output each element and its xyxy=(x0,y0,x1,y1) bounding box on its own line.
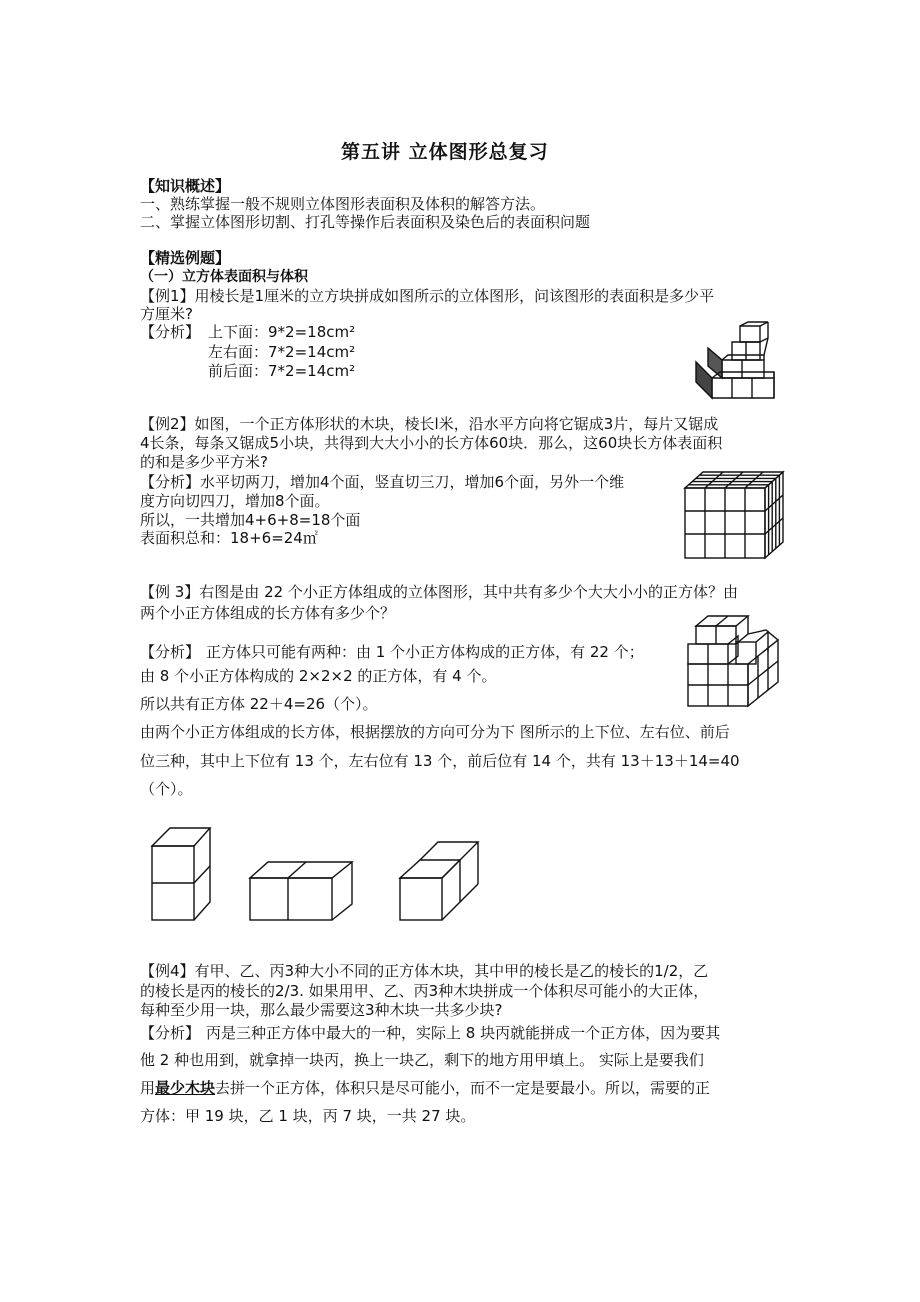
examples-heading: 【精选例题】 xyxy=(140,249,231,267)
ex2-analysis-line-2: 度方向切四刀，增加8个面。 xyxy=(140,492,330,510)
ex2-analysis-line-4: 表面积总和：18+6=24㎡ xyxy=(140,529,318,547)
ex3-analysis-line-5: 位三种，其中上下位有 13 个，左右位有 13 个，前后位有 14 个，共有 13＋13＋14=40 xyxy=(140,752,740,770)
ex3-analysis-label: 【分析】 xyxy=(140,643,201,661)
ex3-question-line-2: 两个小正方体组成的长方体有多少个？ xyxy=(140,604,396,622)
ex1-analysis-line-3: 前后面：7*2=14cm² xyxy=(208,362,356,380)
ex2-cut-cube-figure xyxy=(683,470,785,560)
ex3-cube-stack-figure xyxy=(686,612,780,708)
ex4-analysis-line-3-end: 去拼一个正方体，体积只是尽可能小，而不一定是要最小。所以，需要的正 xyxy=(215,1079,711,1097)
ex3-analysis-line-4: 由两个小正方体组成的长方体，根据摆放的方向可分为下 图所示的上下位、左右位、前后 xyxy=(140,723,730,741)
ex2-question-line-1: 【例2】如图，一个正方体形状的木块，棱长l米，沿水平方向将它锯成3片，每片又锯成 xyxy=(140,415,719,433)
domino-horizontal-figure xyxy=(248,860,354,922)
ex2-analysis-line-3: 所以，一共增加4+6+8=18个面 xyxy=(140,511,361,529)
ex3-analysis-line-6: （个）。 xyxy=(140,780,193,798)
ex4-analysis-line-1: 丙是三种正方体中最大的一种，实际上 8 块丙就能拼成一个正方体，因为要其 xyxy=(206,1024,721,1042)
ex1-analysis-label: 【分析】 xyxy=(140,323,201,341)
overview-item-1: 一、熟练掌握一般不规则立体图形表面积及体积的解答方法。 xyxy=(140,195,546,213)
highlighted-phrase: 最少木块 xyxy=(155,1079,216,1097)
domino-depth-figure xyxy=(398,840,480,922)
ex2-analysis-line-1: 【分析】水平切两刀，增加4个面，竖直切三刀，增加6个面，另外一个维 xyxy=(140,473,625,491)
ex4-question-line-3: 每种至少用一块，那么最少需要这3种木块一共多少块? xyxy=(140,1001,503,1019)
ex2-question-line-2: 4长条，每条又锯成5小块，共得到大大小小的长方体60块．那么，这60块长方体表面积 xyxy=(140,434,723,452)
ex1-question-line-2: 方厘米? xyxy=(140,305,193,323)
ex3-analysis-line-2: 由 8 个小正方体构成的 2×2×2 的正方体，有 4 个。 xyxy=(140,667,497,685)
overview-item-2: 二、掌握立体图形切割、打孔等操作后表面积及染色后的表面积问题 xyxy=(140,213,591,231)
ex4-question-line-1: 【例4】有甲、乙、丙3种大小不同的正方体木块，其中甲的棱长是乙的棱长的1/2，乙 xyxy=(140,962,709,980)
page-title: 第五讲 立体图形总复习 xyxy=(341,141,549,163)
ex4-analysis-line-3 xyxy=(140,1078,710,1098)
overview-heading: 【知识概述】 xyxy=(140,177,231,195)
ex1-analysis-line-1: 上下面：9*2=18cm² xyxy=(208,323,356,341)
ex1-analysis-line-2: 左右面：7*2=14cm² xyxy=(208,343,356,361)
ex4-analysis-label: 【分析】 xyxy=(140,1024,201,1042)
ex2-question-line-3: 的和是多少平方米? xyxy=(140,453,268,471)
ex3-question-line-1: 【例 3】右图是由 22 个小正方体组成的立体图形，其中共有多少个大大小小的正方体？由 xyxy=(140,583,738,601)
domino-vertical-figure xyxy=(150,826,212,922)
ex3-analysis-line-1: 正方体只可能有两种：由 1 个小正方体构成的正方体，有 22 个； xyxy=(206,643,644,661)
ex4-analysis-line-2: 他 2 种也用到，就拿掉一块丙，换上一块乙，剩下的地方用甲填上。 实际上是要我们 xyxy=(140,1051,704,1069)
section-heading: （一）立方体表面积与体积 xyxy=(140,269,308,285)
ex4-analysis-line-4: 方体：甲 19 块，乙 1 块，丙 7 块，一共 27 块。 xyxy=(140,1107,476,1125)
ex1-cube-stack-figure xyxy=(694,322,780,398)
ex4-question-line-2: 的棱长是丙的棱长的2/3. 如果用甲、乙、丙3种木块拼成一个体积尽可能小的大正体， xyxy=(140,982,709,1000)
ex4-analysis-line-3-start: 用 xyxy=(140,1079,156,1097)
ex1-question-line-1: 【例1】用棱长是1厘米的立方块拼成如图所示的立体图形，问该图形的表面积是多少平 xyxy=(140,287,715,305)
ex3-analysis-line-3: 所以共有正方体 22＋4=26（个）。 xyxy=(140,695,378,713)
